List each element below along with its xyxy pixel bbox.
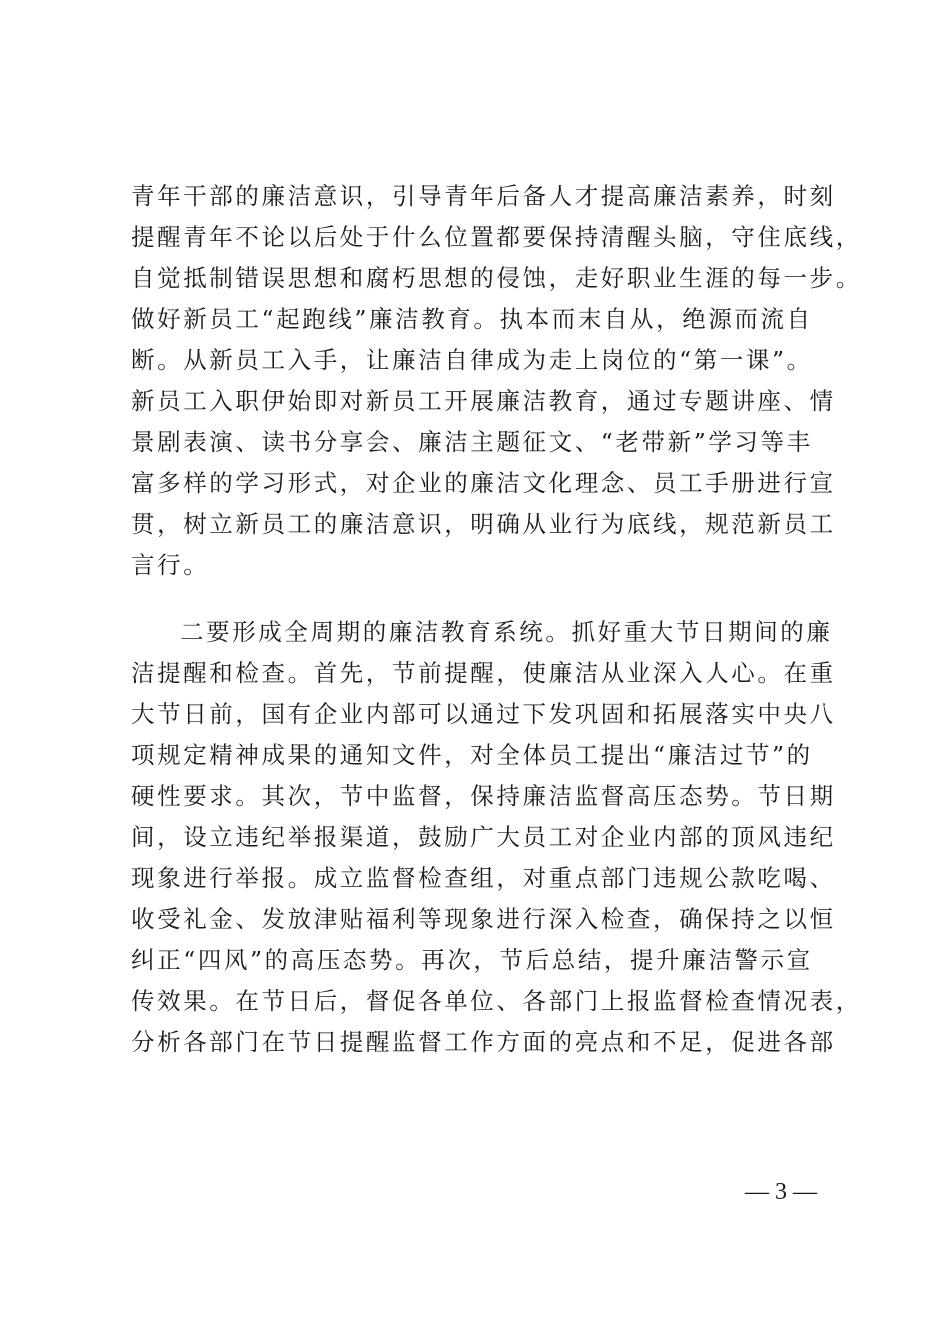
text-line: 洁提醒和检查。首先，节前提醒，使廉洁从业深入人心。在重 (131, 659, 836, 687)
text-line: 青年干部的廉洁意识，引导青年后备人才提高廉洁素养，时刻 (131, 182, 836, 210)
paragraph-first-line: 二要形成全周期的廉洁教育系统。抓好重大节日期间的廉 (180, 618, 833, 646)
text-line: 硬性要求。其次，节中监督，保持廉洁监督高压态势。节日期 (131, 782, 836, 810)
text-line: 收受礼金、发放津贴福利等现象进行深入检查，确保持之以恒 (131, 905, 836, 933)
page-number: — 3 — (745, 1179, 817, 1205)
text-line: 间，设立违纪举报渠道，鼓励广大员工对企业内部的顶风违纪 (131, 823, 836, 851)
text-line: 大节日前，国有企业内部可以通过下发巩固和拓展落实中央八 (131, 700, 836, 728)
text-line: 断。从新员工入手，让廉洁自律成为走上岗位的“第一课”。 (131, 346, 813, 374)
text-line: 提醒青年不论以后处于什么位置都要保持清醒头脑，守住底线， (131, 223, 862, 251)
text-line: 传效果。在节日后，督促各单位、各部门上报监督检查情况表， (131, 987, 862, 1015)
text-line: 言行。 (131, 551, 210, 579)
text-line: 项规定精神成果的通知文件，对全体员工提出“廉洁过节”的 (131, 741, 813, 769)
text-line: 景剧表演、读书分享会、廉洁主题征文、“老带新”学习等丰 (131, 428, 813, 456)
text-line: 现象进行举报。成立监督检查组，对重点部门违规公款吃喝、 (131, 864, 836, 892)
text-line: 新员工入职伊始即对新员工开展廉洁教育，通过专题讲座、情 (131, 387, 836, 415)
text-line: 做好新员工“起跑线”廉洁教育。执本而末自从，绝源而流自 (131, 305, 813, 333)
text-line: 自觉抵制错误思想和腐朽思想的侵蚀，走好职业生涯的每一步。 (131, 264, 862, 292)
text-line: 贯，树立新员工的廉洁意识，明确从业行为底线，规范新员工 (131, 510, 836, 538)
text-line: 纠正“四风”的高压态势。再次，节后总结，提升廉洁警示宣 (131, 946, 813, 974)
text-line: 分析各部门在节日提醒监督工作方面的亮点和不足，促进各部 (131, 1028, 836, 1056)
text-line: 富多样的学习形式，对企业的廉洁文化理念、员工手册进行宣 (131, 469, 836, 497)
